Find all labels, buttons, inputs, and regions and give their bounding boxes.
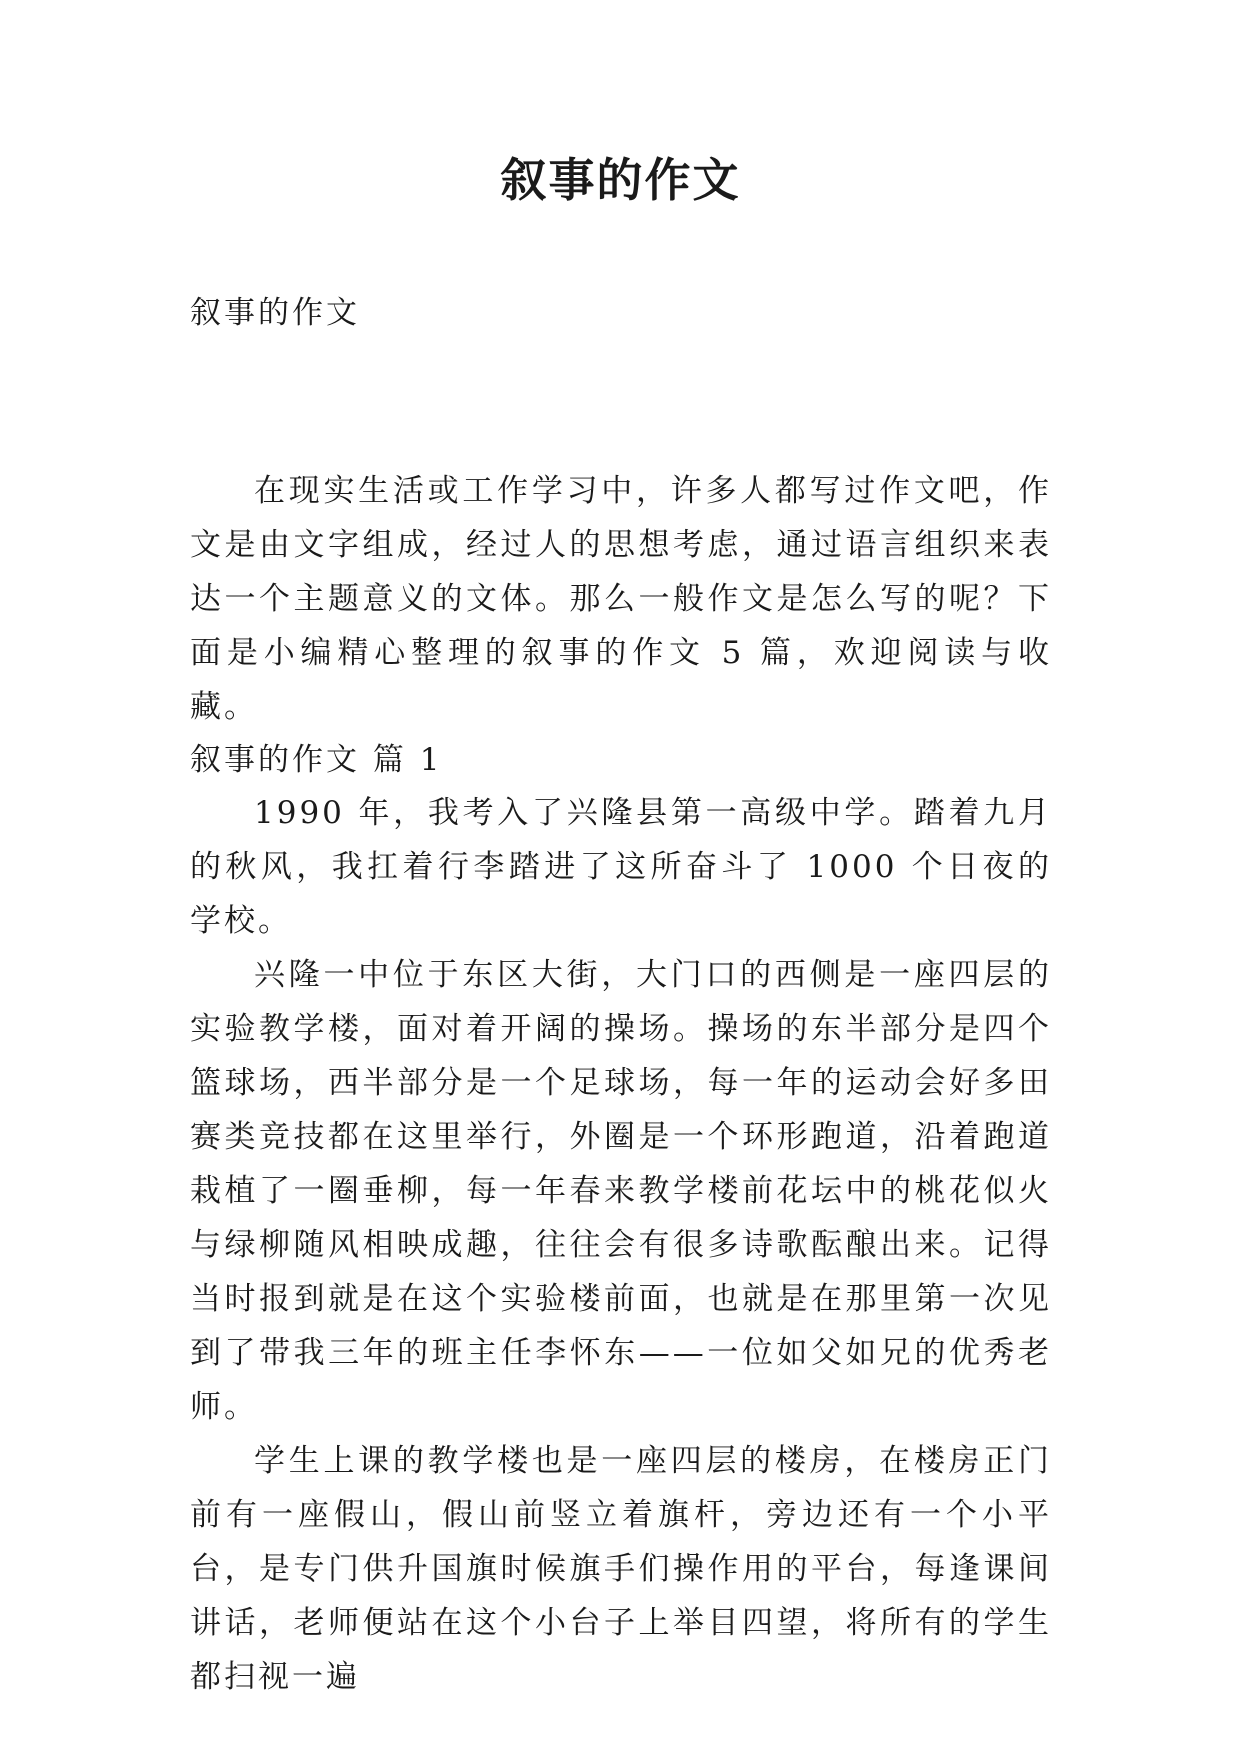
document-body [190,464,1052,1704]
section-heading: 叙事的作文 篇 1 [190,742,443,778]
body-paragraph: 兴隆一中位于东区大街，大门口的西侧是一座四层的实验教学楼，面对着开阔的操场。操场的东半部分是四个篮球场，西半部分是一个足球场，每一年的运动会好多田赛类竞技都在这里举行，外圈是一个环形跑道，沿着跑道栽植了一圈垂柳，每一年春来教学楼前花坛中的桃花似火与绿柳随风相映成趣，往往会有很多诗歌酝酿出来。记得当时报到就是在这个实验楼前面，也就是在那里第一次见到了带我三年的班主任李怀东——一位如父如兄的优秀老师。 [190,957,1052,1425]
document-subtitle: 叙事的作文 [190,295,360,331]
document-title: 叙事的作文 [500,153,741,207]
body-paragraph: 学生上课的教学楼也是一座四层的楼房，在楼房正门前有一座假山，假山前竖立着旗杆，旁边还有一个小平台，是专门供升国旗时候旗手们操作用的平台，每逢课间讲话，老师便站在这个小台子上举目四望，将所有的学生都扫视一遍 [190,1443,1052,1695]
body-paragraph: 1990 年，我考入了兴隆县第一高级中学。踏着九月的秋风，我扛着行李踏进了这所奋斗了 1000 个日夜的学校。 [190,795,1052,939]
intro-paragraph: 在现实生活或工作学习中，许多人都写过作文吧，作文是由文字组成，经过人的思想考虑，通过语言组织来表达一个主题意义的文体。那么一般作文是怎么写的呢？下面是小编精心整理的叙事的作文 5 篇，欢迎阅读与收藏。 [190,473,1052,725]
